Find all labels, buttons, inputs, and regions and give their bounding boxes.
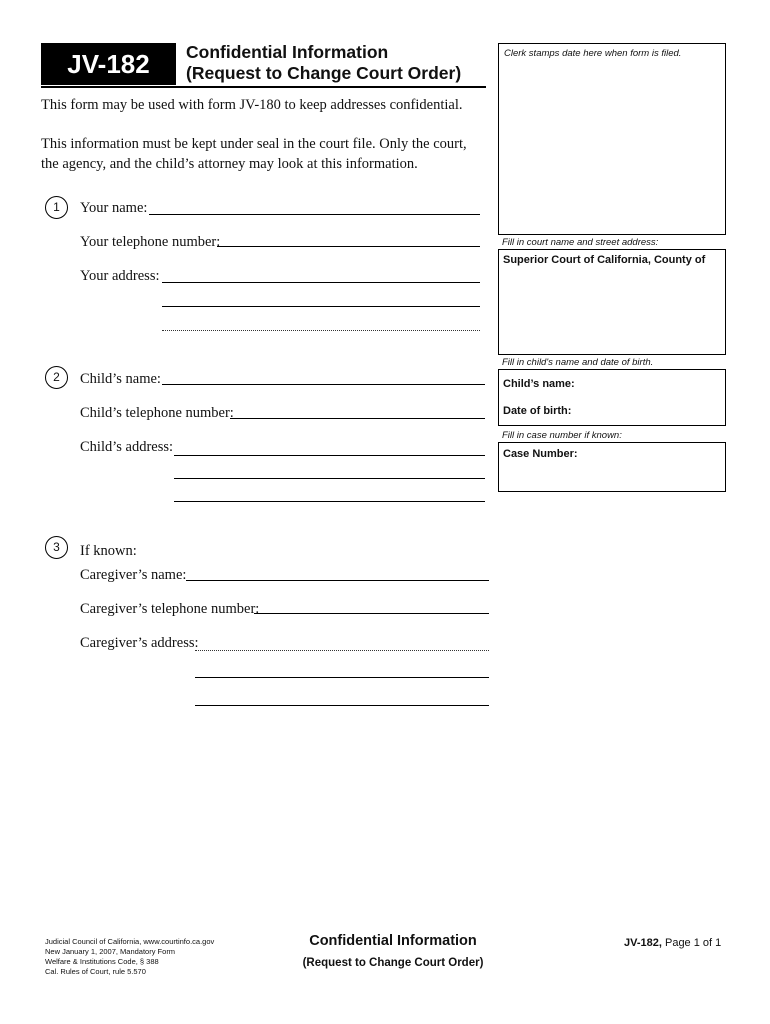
intro-paragraph-1: This form may be used with form JV-180 to keep addresses confidential. [41, 97, 463, 113]
form-id-badge: JV-182 [41, 43, 176, 85]
child-info-note: Fill in child's name and date of birth. [502, 357, 654, 368]
box-dob-label: Date of birth: [503, 405, 572, 417]
if-known-label: If known: [80, 543, 137, 559]
caregiver-phone-label: Caregiver’s telephone number: [80, 601, 260, 617]
title-rule [41, 86, 486, 88]
caregiver-name-field[interactable] [186, 580, 489, 581]
section-3-number: 3 [45, 536, 68, 559]
your-phone-label: Your telephone number: [80, 234, 221, 250]
court-note: Fill in court name and street address: [502, 237, 659, 248]
footer-title: Confidential Information [309, 933, 477, 949]
your-address-label: Your address: [80, 268, 160, 284]
your-name-label: Your name: [80, 200, 148, 216]
child-address-field-3[interactable] [174, 501, 485, 502]
your-address-field-1[interactable] [162, 282, 480, 283]
footer-page-ref [624, 937, 721, 949]
clerk-stamp-note: Clerk stamps date here when form is filed. [504, 48, 682, 59]
section-2-number: 2 [45, 366, 68, 389]
footer-page-number: Page 1 of 1 [664, 937, 722, 949]
footer-form-ref: JV-182, [624, 937, 662, 949]
footer-subtitle: (Request to Change Court Order) [302, 957, 484, 969]
your-address-field-3[interactable] [162, 330, 480, 331]
child-name-label: Child’s name: [80, 371, 161, 387]
child-phone-field[interactable] [230, 418, 485, 419]
case-number-note: Fill in case number if known: [502, 430, 622, 441]
footer-line-4: Cal. Rules of Court, rule 5.570 [45, 967, 146, 976]
child-phone-label: Child’s telephone number: [80, 405, 234, 421]
court-name-label: Superior Court of California, County of [503, 254, 706, 266]
your-address-field-2[interactable] [162, 306, 480, 307]
case-number-label: Case Number: [503, 448, 578, 460]
child-address-field-1[interactable] [174, 455, 485, 456]
your-name-field[interactable] [149, 214, 480, 215]
child-info-box[interactable] [498, 369, 726, 426]
caregiver-address-field-2[interactable] [195, 677, 489, 678]
clerk-stamp-box [498, 43, 726, 235]
court-name-box[interactable] [498, 249, 726, 355]
child-address-field-2[interactable] [174, 478, 485, 479]
intro-paragraph-2: This information must be kept under seal in the court file. Only the court, the agency, and the child’s attorney may look at this information. [41, 136, 467, 172]
caregiver-address-label: Caregiver’s address: [80, 635, 199, 651]
caregiver-address-field-3[interactable] [195, 705, 489, 706]
footer-line-3: Welfare & Institutions Code, § 388 [45, 957, 159, 966]
case-number-box[interactable] [498, 442, 726, 492]
form-title [186, 42, 461, 84]
caregiver-name-label: Caregiver’s name: [80, 567, 187, 583]
caregiver-phone-field[interactable] [254, 613, 489, 614]
form-title-line1: Confidential Information [186, 42, 389, 62]
form-title-line2: (Request to Change Court Order) [186, 63, 462, 83]
footer-line-1: Judicial Council of California, www.courtinfo.ca.gov [45, 937, 215, 946]
caregiver-address-field-1[interactable] [195, 650, 489, 651]
box-child-name-label: Child’s name: [503, 378, 575, 390]
child-address-label: Child’s address: [80, 439, 174, 455]
section-1-number: 1 [45, 196, 68, 219]
footer-line-2: New January 1, 2007, Mandatory Form [45, 947, 176, 956]
child-name-field[interactable] [162, 384, 485, 385]
your-phone-field[interactable] [217, 246, 480, 247]
footer-citations [45, 937, 265, 977]
